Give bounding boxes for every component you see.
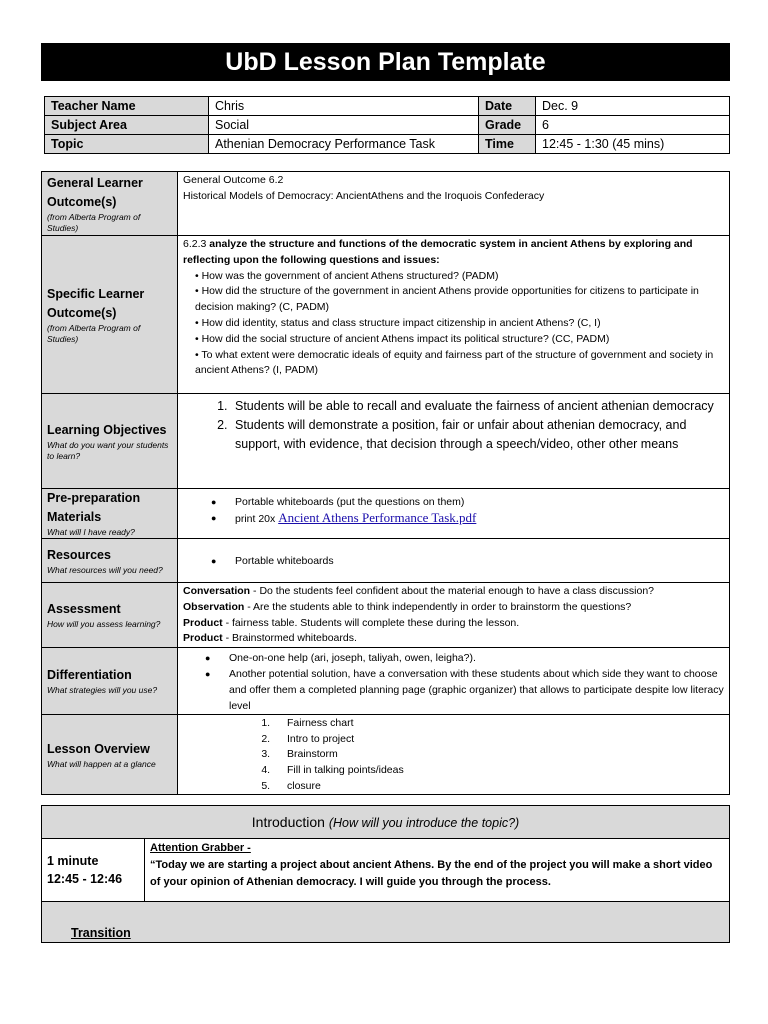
- slo-question: • How did the social structure of ancient Athens impact its political structure? (CC, PADM): [195, 332, 610, 345]
- prep-sub: What will I have ready?: [47, 527, 135, 537]
- assessment-row: Product - Brainstormed whiteboards.: [183, 632, 357, 645]
- resources-sub: What resources will you need?: [47, 564, 163, 575]
- teacher-label: Teacher Name: [45, 97, 209, 116]
- prep-list: [183, 494, 724, 527]
- differentiation-list: [183, 650, 724, 714]
- objectives-sub: What do you want your students to learn?: [47, 439, 169, 461]
- assessment-label-cell: [42, 583, 178, 648]
- objectives-content: [178, 394, 730, 489]
- resources-content: [178, 539, 730, 583]
- slo-label-cell: [42, 236, 178, 394]
- overview-item: 3. Brainstorm: [273, 747, 724, 763]
- assessment-row: Product - fairness table. Students will complete these during the lesson.: [183, 616, 520, 629]
- topic-label: Topic: [45, 135, 209, 154]
- slo-sub: (from Alberta Program of Studies): [47, 322, 141, 344]
- grade-value: 6: [536, 116, 730, 135]
- time-label: Time: [479, 135, 536, 154]
- time-value: 12:45 - 1:30 (45 mins): [536, 135, 730, 154]
- introduction-title: Introduction: [251, 814, 325, 830]
- overview-item: 5. closure: [273, 779, 724, 795]
- resources-label: Resources: [47, 547, 111, 562]
- prep-label-cell: [42, 489, 178, 539]
- overview-sub: What will happen at a glance: [47, 758, 156, 769]
- glo-label: General Learner Outcome(s): [47, 175, 143, 209]
- overview-label: Lesson Overview: [47, 741, 150, 756]
- slo-label: Specific Learner Outcome(s): [47, 286, 145, 320]
- teacher-value: Chris: [209, 97, 479, 116]
- overview-item: 1. Fairness chart: [273, 716, 724, 732]
- glo-line-2: Historical Models of Democracy: AncientAthens and the Iroquois Confederacy: [183, 189, 545, 202]
- lesson-plan-table: [41, 171, 730, 795]
- glo-line-1: General Outcome 6.2: [183, 174, 284, 186]
- objectives-list: [183, 397, 724, 454]
- slo-intro-text: analyze the structure and functions of the democratic system in ancient Athens by exploring and reflecting upon the following questions and issues:: [183, 238, 693, 266]
- differentiation-sub: What strategies will you use?: [47, 685, 158, 696]
- performance-task-link[interactable]: Ancient Athens Performance Task.pdf: [278, 510, 477, 525]
- introduction-heading: [42, 806, 730, 839]
- resources-list: [183, 553, 724, 569]
- topic-value: Athenian Democracy Performance Task: [209, 135, 479, 154]
- introduction-duration: 1 minute: [47, 854, 99, 868]
- lesson-info-table: [44, 96, 730, 154]
- slo-question: • How did the structure of the government in ancient Athens provide opportunities for citizens to participate in decision making? (C, PADM): [195, 285, 699, 314]
- glo-label-cell: [42, 172, 178, 236]
- introduction-time: [42, 839, 145, 902]
- differentiation-label-cell: [42, 648, 178, 715]
- prep-label: Pre-preparation Materials: [47, 491, 141, 524]
- page-title: UbD Lesson Plan Template: [41, 43, 730, 81]
- prep-content: [178, 489, 730, 539]
- glo-content: [178, 172, 730, 236]
- attention-grabber-label: Attention Grabber -: [150, 842, 251, 854]
- subject-value: Social: [209, 116, 479, 135]
- introduction-subtitle: (How will you introduce the topic?): [328, 816, 520, 830]
- introduction-time-range: 12:45 - 12:46: [47, 872, 123, 886]
- overview-label-cell: [42, 715, 178, 795]
- glo-sub: (from Alberta Program of Studies): [47, 211, 141, 233]
- objectives-label: Learning Objectives: [47, 422, 167, 437]
- attention-grabber-text: “Today we are starting a project about ancient Athens. By the end of the project you will make a short video of your opinion of Athenian democracy. I will guide you through the process.: [150, 859, 713, 888]
- attention-grabber: [145, 839, 730, 902]
- slo-code: 6.2.3: [183, 238, 207, 250]
- introduction-table: [41, 805, 730, 943]
- assessment-label: Assessment: [47, 602, 121, 617]
- overview-list: [183, 716, 724, 794]
- date-label: Date: [479, 97, 536, 116]
- assessment-row: Observation - Are the students able to think independently in order to brainstorm the questions?: [183, 600, 632, 613]
- differentiation-label: Differentiation: [47, 668, 132, 683]
- resource-item: ● Portable whiteboards: [211, 553, 724, 569]
- prep-item: ● Portable whiteboards (put the questions on them): [211, 494, 724, 510]
- prep-item: ● print 20x Ancient Athens Performance Task.pdf: [211, 510, 724, 527]
- transition-row: [42, 902, 730, 943]
- differentiation-content: [178, 648, 730, 715]
- resources-label-cell: [42, 539, 178, 583]
- grade-label: Grade: [479, 116, 536, 135]
- differentiation-item: ● Another potential solution, have a conversation with these students about which side they want to choose and offer them a completed planning page (graphic organizer) that allows to participate despite low literacy level: [205, 666, 724, 714]
- assessment-row: Conversation - Do the students feel confident about the material enough to have a class discussion?: [183, 585, 655, 597]
- date-value: Dec. 9: [536, 97, 730, 116]
- slo-question: • How was the government of ancient Athens structured? (PADM): [195, 269, 499, 282]
- slo-question: • How did identity, status and class structure impact citizenship in ancient Athens? (C, I): [195, 316, 601, 329]
- assessment-sub: How will you assess learning?: [47, 619, 161, 630]
- slo-intro: [183, 237, 724, 269]
- objective-item: 2. Students will demonstrate a position, fair or unfair about athenian democracy, and support, with evidence, that decision through a speech/video, other other means: [231, 416, 724, 454]
- slo-content: [178, 236, 730, 394]
- overview-item: 2. Intro to project: [273, 732, 724, 748]
- overview-content: [178, 715, 730, 795]
- transition-label: Transition: [71, 926, 131, 940]
- overview-item: 4. Fill in talking points/ideas: [273, 763, 724, 779]
- subject-label: Subject Area: [45, 116, 209, 135]
- objectives-label-cell: [42, 394, 178, 489]
- slo-question: • To what extent were democratic ideals of equity and fairness part of the structure of government and society in ancient Athens? (I, PADM): [195, 348, 714, 377]
- objective-item: 1. Students will be able to recall and evaluate the fairness of ancient athenian democracy: [231, 397, 724, 416]
- differentiation-item: ● One-on-one help (ari, joseph, taliyah, owen, leigha?).: [205, 650, 724, 666]
- assessment-content: [178, 583, 730, 648]
